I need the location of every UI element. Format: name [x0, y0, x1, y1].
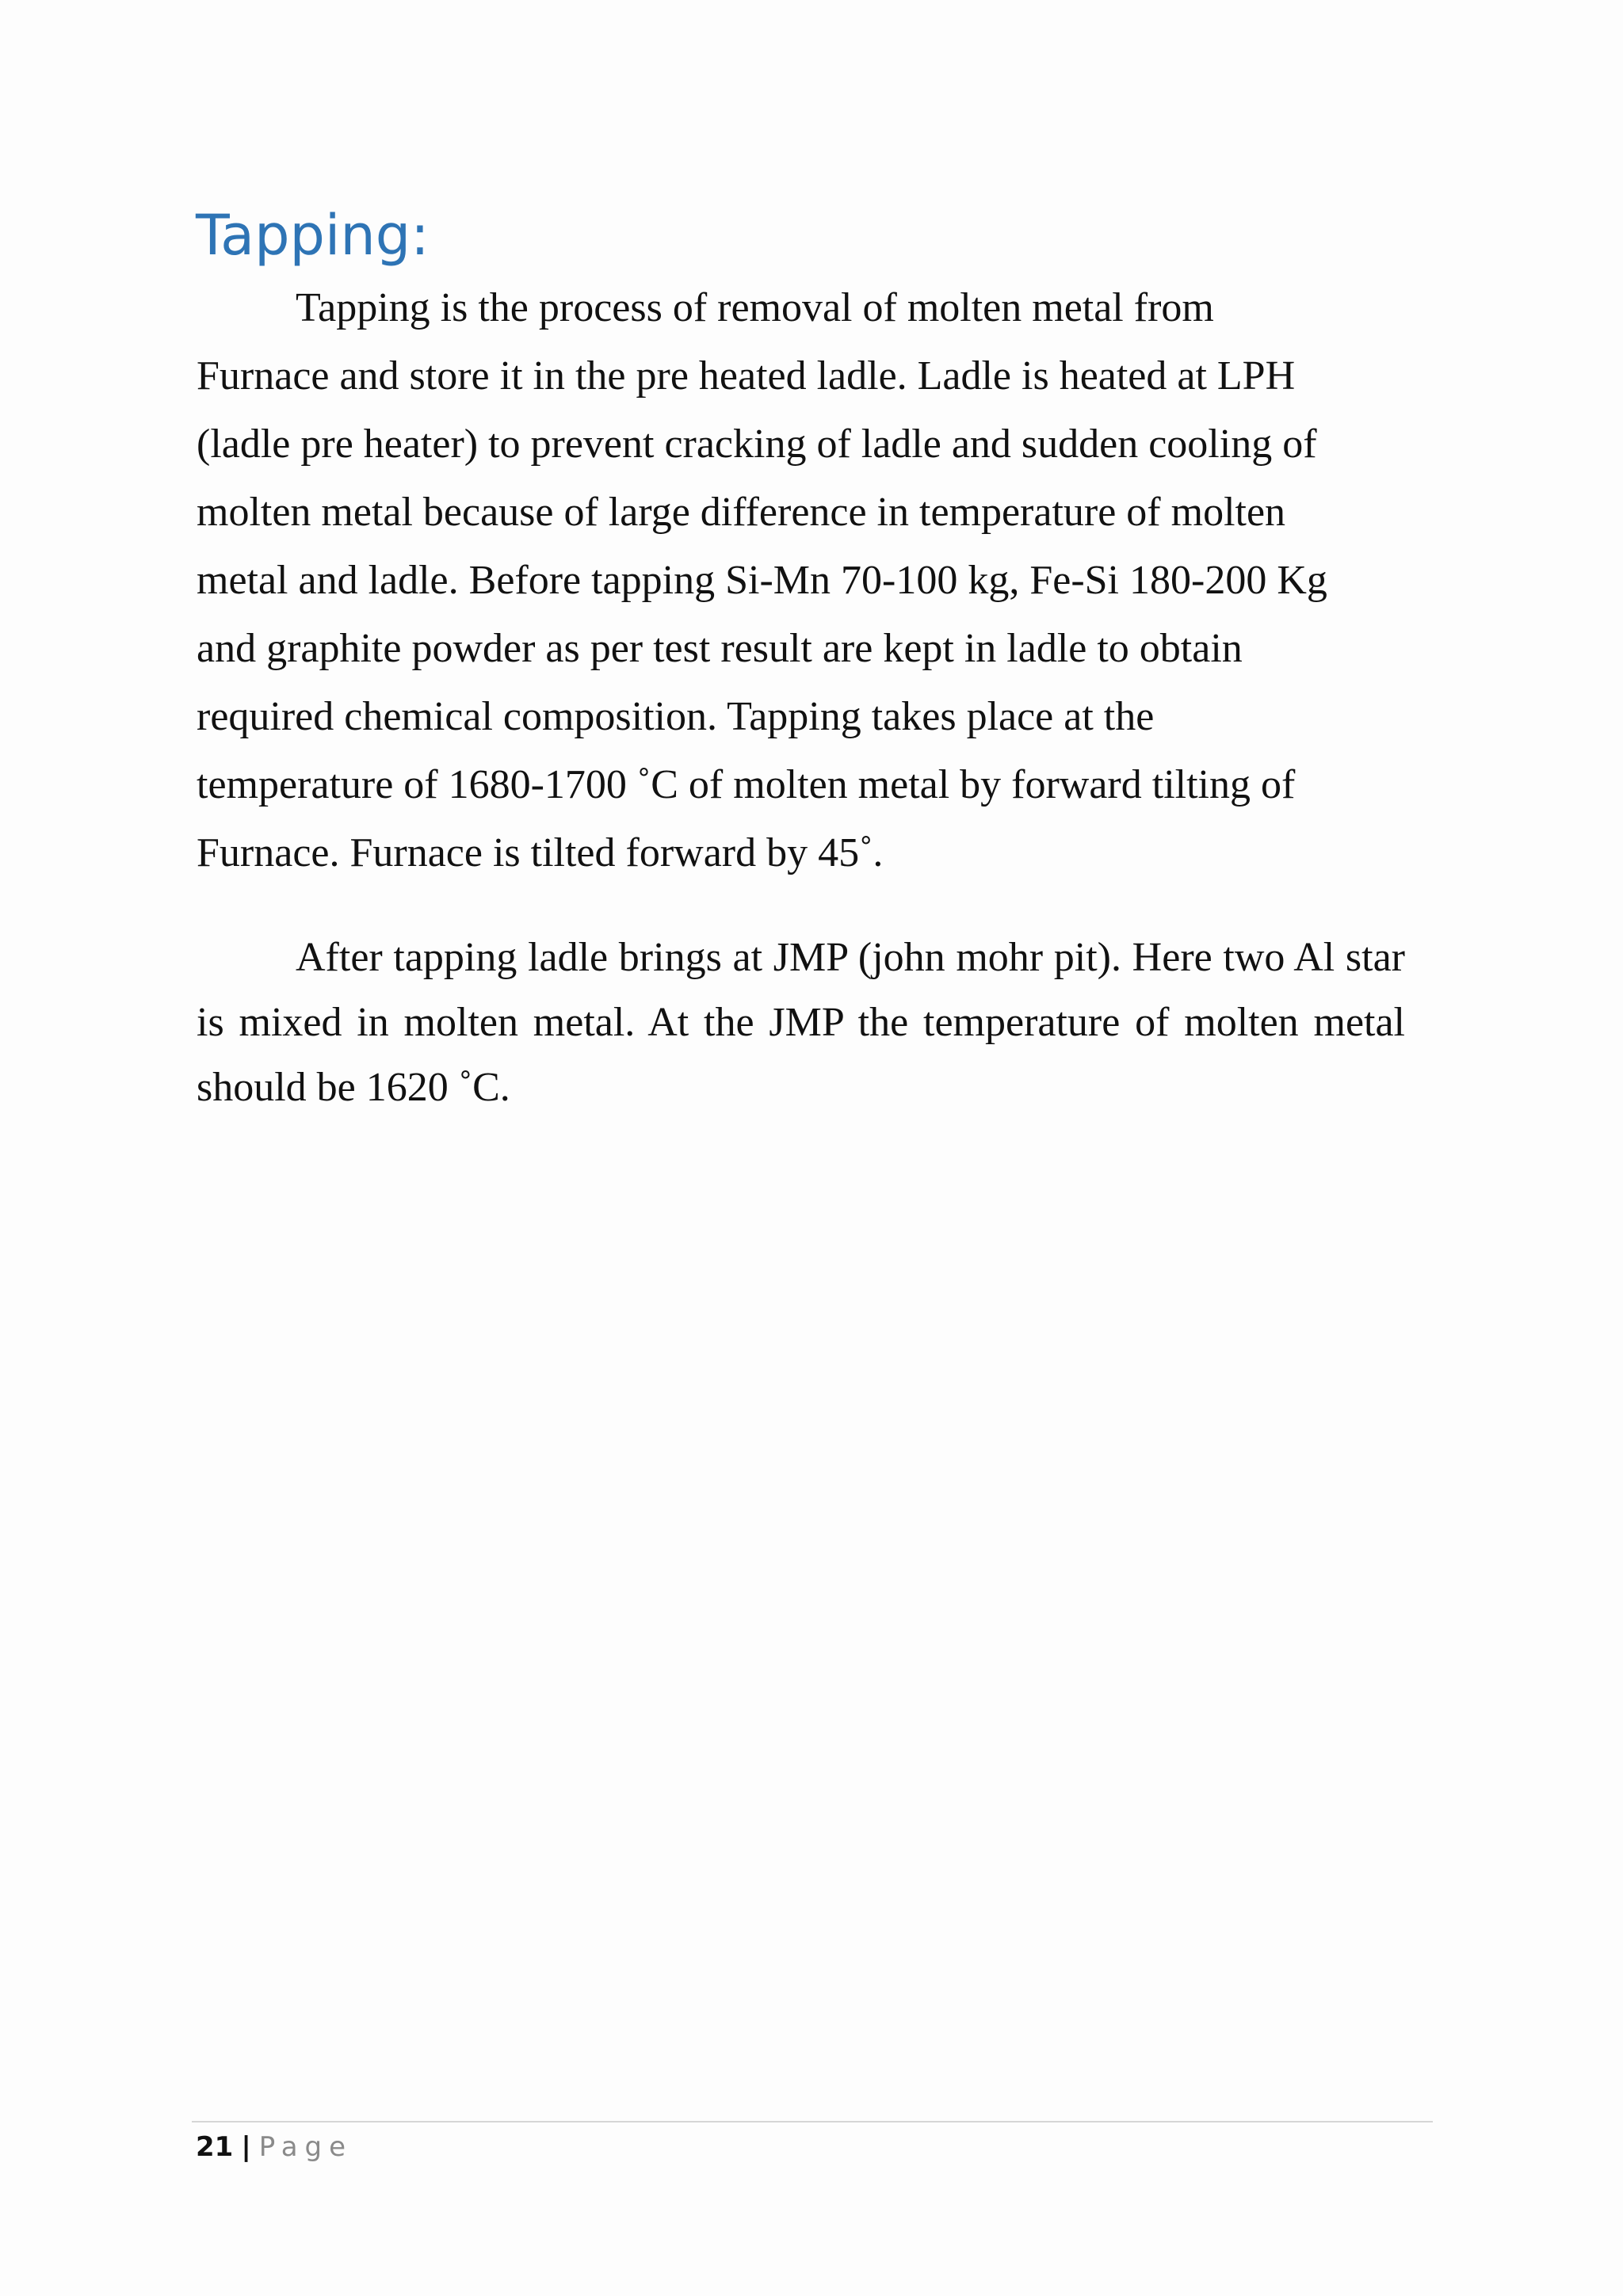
page-footer: [196, 2126, 353, 2168]
paragraph-line: (ladle pre heater) to prevent cracking of ladle and sudden cooling of: [197, 421, 1317, 467]
page-label: Page: [258, 2131, 353, 2163]
paragraph-line: temperature of 1680-1700 ˚C of molten metal by forward tilting of: [197, 762, 1296, 807]
paragraph-line: Tapping is the process of removal of molten metal from: [296, 285, 1214, 330]
page-number: 21: [196, 2131, 234, 2163]
paragraph-tapping-process: [197, 274, 1405, 887]
footer-divider: [192, 2121, 1433, 2122]
paragraph-jmp: After tapping ladle brings at JMP (john mohr pit). Here two Al star is mixed in molten metal. At the JMP the temperature of molten metal should be 1620 ˚C.: [197, 935, 1405, 1110]
paragraph-line: and graphite powder as per test result are kept in ladle to obtain: [197, 626, 1243, 671]
section-heading: Tapping:: [196, 203, 430, 268]
paragraph-line: required chemical composition. Tapping takes place at the: [197, 694, 1155, 739]
footer-separator: |: [241, 2131, 251, 2163]
paragraph-line: metal and ladle. Before tapping Si-Mn 70-100 kg, Fe-Si 180-200 Kg: [197, 558, 1327, 603]
paragraph-line: Furnace and store it in the pre heated ladle. Ladle is heated at LPH: [197, 353, 1296, 399]
paragraph-line: Furnace. Furnace is tilted forward by 45˚.: [197, 830, 884, 875]
paragraph-line: molten metal because of large difference in temperature of molten: [197, 490, 1286, 535]
